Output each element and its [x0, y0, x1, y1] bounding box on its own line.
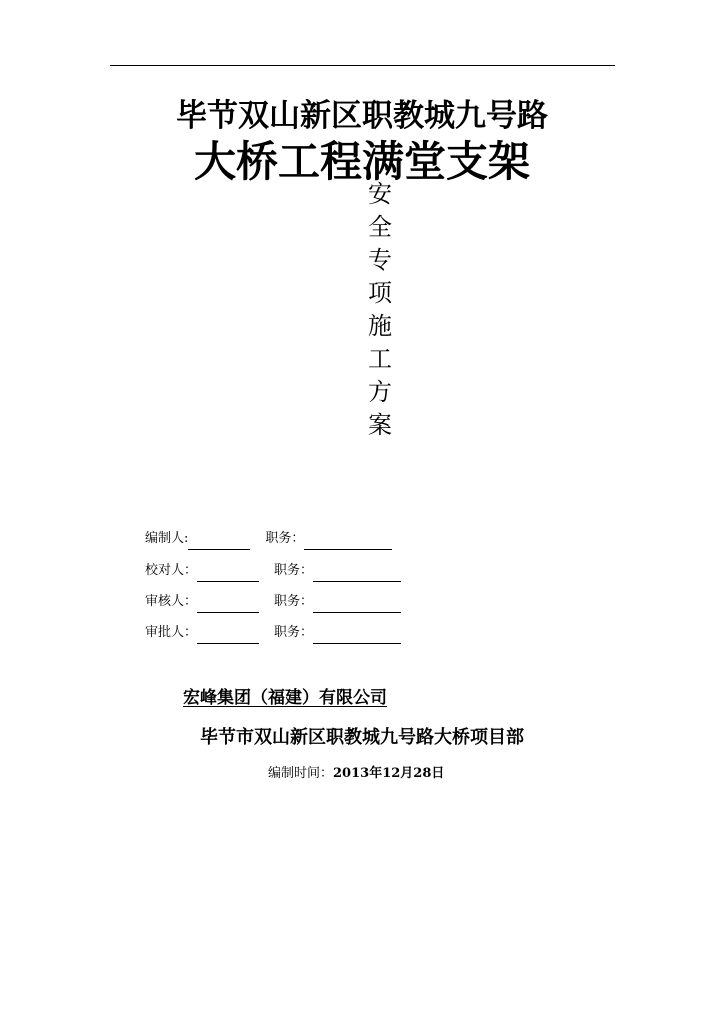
- position-blank: [304, 533, 392, 550]
- signature-row-approver: [145, 622, 401, 644]
- vertical-subtitle-char: 全: [368, 213, 392, 241]
- signature-label: 编制人:: [145, 531, 189, 546]
- signature-row-compiler: [145, 528, 392, 550]
- position-blank: [313, 627, 401, 644]
- name-blank: [197, 596, 259, 613]
- vertical-subtitle-char: 安: [368, 180, 392, 208]
- name-blank: [188, 533, 250, 550]
- name-blank: [197, 627, 259, 644]
- signature-label: 审核人：: [145, 594, 198, 609]
- position-blank: [313, 596, 401, 613]
- compile-time-value: 2013年12月28日: [333, 766, 445, 781]
- signature-row-proofreader: [145, 560, 401, 582]
- name-blank: [197, 565, 259, 582]
- signature-label: 审批人：: [145, 625, 198, 640]
- compile-time-label: 编制时间：: [268, 766, 334, 781]
- position-label: 职务：: [265, 531, 305, 546]
- vertical-subtitle-char: 专: [368, 246, 392, 274]
- project-department: 毕节市双山新区职教城九号路大桥项目部: [200, 727, 524, 748]
- document-title-line2: 大桥工程满堂支架: [193, 137, 530, 186]
- compile-time: [268, 764, 444, 784]
- document-title-line1: 毕节双山新区职教城九号路: [176, 98, 548, 134]
- position-label: 职务：: [274, 563, 314, 578]
- signature-label: 校对人：: [145, 563, 198, 578]
- position-blank: [313, 565, 401, 582]
- vertical-subtitle-char: 施: [368, 312, 392, 340]
- header-rule: [110, 65, 615, 66]
- vertical-subtitle-char: 工: [368, 345, 392, 373]
- vertical-subtitle-char: 案: [368, 411, 392, 439]
- vertical-subtitle-char: 方: [368, 378, 392, 406]
- position-label: 职务：: [274, 594, 314, 609]
- position-label: 职务：: [274, 625, 314, 640]
- signature-row-reviewer: [145, 591, 401, 613]
- vertical-subtitle-char: 项: [368, 279, 392, 307]
- vertical-subtitle: [362, 178, 398, 442]
- company-name: 宏峰集团（福建）有限公司: [183, 688, 387, 708]
